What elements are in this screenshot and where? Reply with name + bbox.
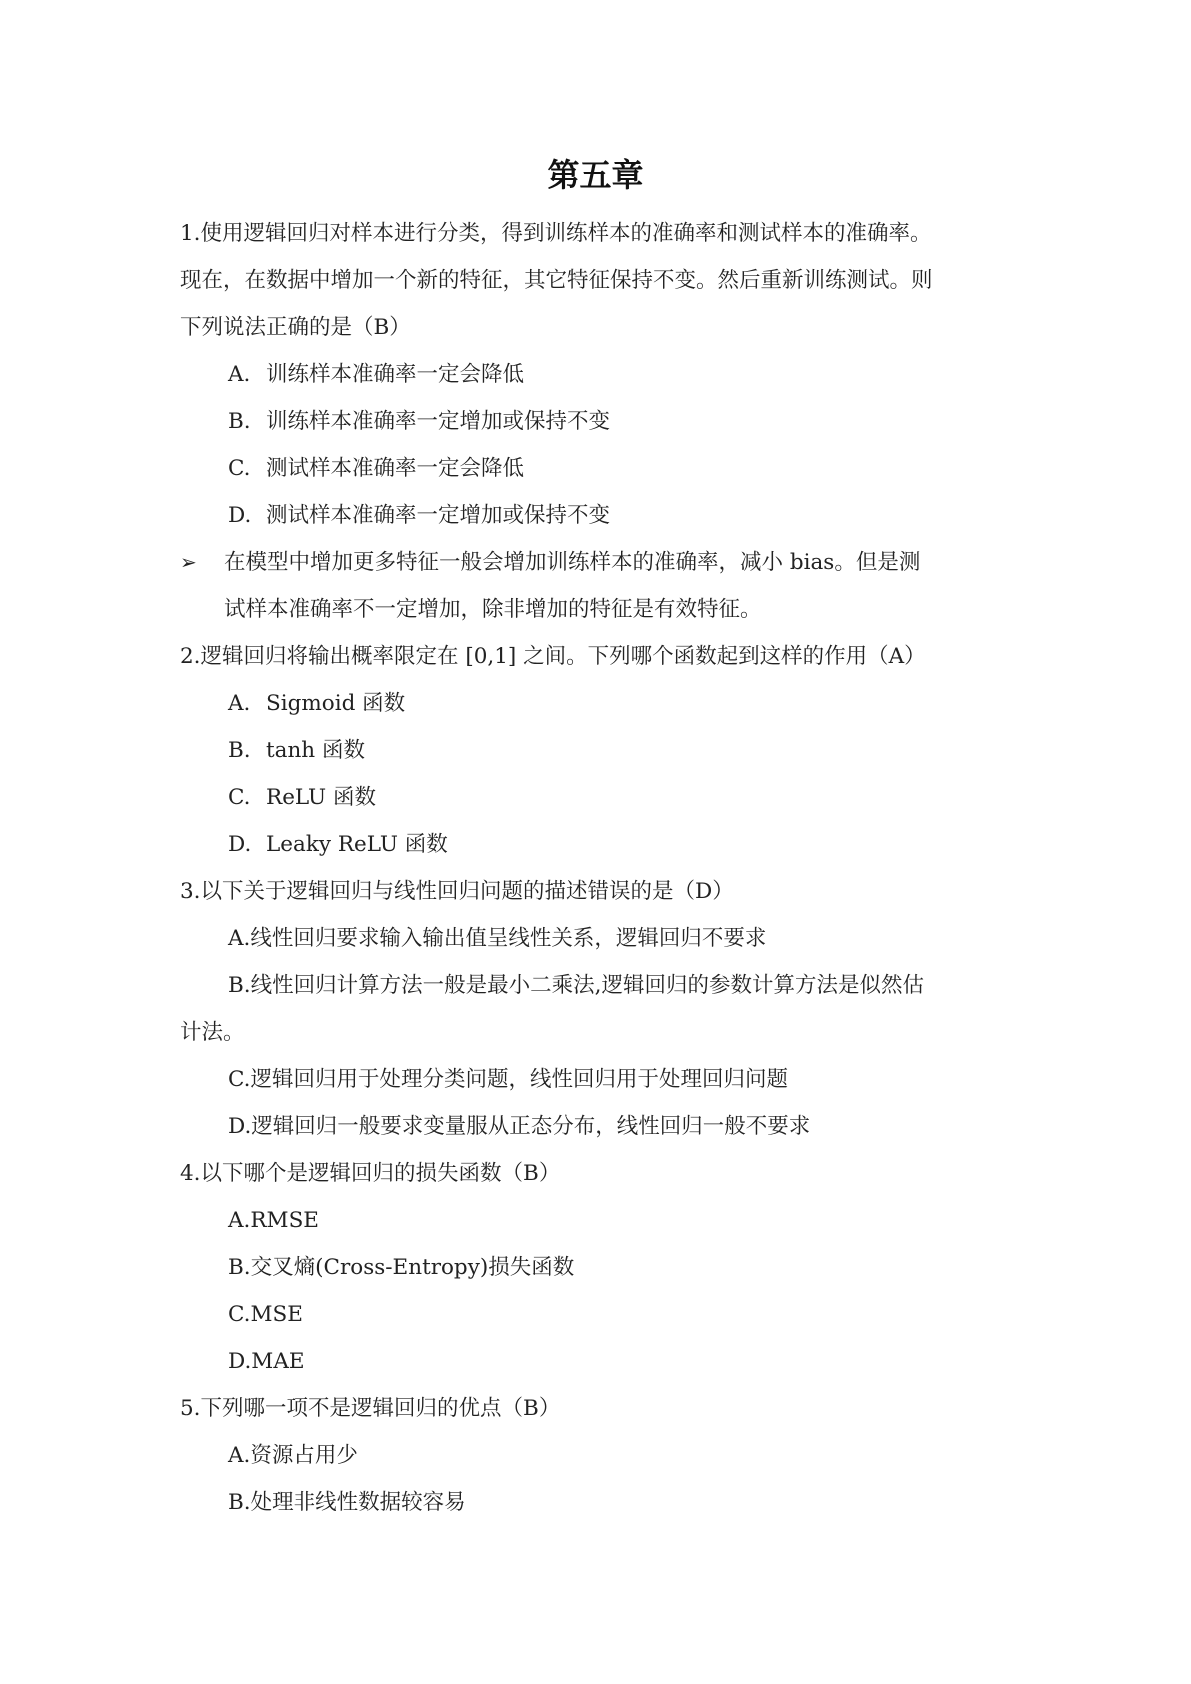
question-3-option-b-line-2: 计法。 — [180, 1020, 245, 1045]
question-5-text: 5.下列哪一项不是逻辑回归的优点（B） — [180, 1396, 561, 1421]
question-4-option-a: A.RMSE — [228, 1208, 319, 1233]
question-1-text-line-1: 1.使用逻辑回归对样本进行分类，得到训练样本的准确率和测试样本的准确率。 — [180, 221, 932, 246]
option-text: 训练样本准确率一定增加或保持不变 — [266, 409, 611, 434]
question-1-text-line-2: 现在，在数据中增加一个新的特征，其它特征保持不变。然后重新训练测试。则 — [180, 268, 933, 293]
question-1-option-b — [180, 398, 1015, 445]
option-text: 测试样本准确率一定增加或保持不变 — [266, 503, 611, 528]
option-text: 测试样本准确率一定会降低 — [266, 456, 525, 481]
question-1-option-a — [180, 351, 1015, 398]
question-3-option-b-line-1: B.线性回归计算方法一般是最小二乘法,逻辑回归的参数计算方法是似然估 — [228, 973, 924, 998]
option-text: ReLU 函数 — [266, 785, 376, 810]
option-letter: A. — [228, 691, 251, 716]
question-4-option-b: B.交叉熵(Cross-Entropy)损失函数 — [228, 1255, 575, 1280]
question-1-option-c — [180, 445, 1015, 492]
option-text: tanh 函数 — [266, 738, 365, 763]
question-3-option-c: C.逻辑回归用于处理分类问题，线性回归用于处理回归问题 — [228, 1067, 789, 1092]
arrow-bullet-icon: ➢ — [180, 550, 197, 574]
question-2-option-b — [180, 727, 1015, 774]
option-text: Leaky ReLU 函数 — [266, 832, 448, 857]
question-3-text: 3.以下关于逻辑回归与线性回归问题的描述错误的是（D） — [180, 879, 734, 904]
question-2-option-c — [180, 774, 1015, 821]
option-letter: D. — [228, 832, 252, 857]
question-1-text-line-3: 下列说法正确的是（B） — [180, 315, 411, 340]
question-2-text: 2.逻辑回归将输出概率限定在 [0,1] 之间。下列哪个函数起到这样的作用（A） — [180, 644, 926, 669]
question-3 — [180, 868, 1015, 1150]
question-4 — [180, 1150, 1015, 1385]
question-5 — [180, 1385, 1015, 1526]
question-5-option-b: B.处理非线性数据较容易 — [228, 1490, 466, 1515]
option-letter: B. — [228, 409, 251, 434]
question-3-option-a: A.线性回归要求输入输出值呈线性关系，逻辑回归不要求 — [228, 926, 767, 951]
option-letter: C. — [228, 456, 251, 481]
question-3-option-d: D.逻辑回归一般要求变量服从正态分布，线性回归一般不要求 — [228, 1114, 811, 1139]
option-letter: A. — [228, 362, 251, 387]
question-2 — [180, 633, 1015, 868]
chapter-title: 第五章 — [547, 156, 644, 194]
question-4-option-c: C.MSE — [228, 1302, 303, 1327]
question-5-option-a: A.资源占用少 — [228, 1443, 358, 1468]
option-text: Sigmoid 函数 — [266, 691, 406, 716]
question-2-option-a — [180, 680, 1015, 727]
option-text: 训练样本准确率一定会降低 — [266, 362, 525, 387]
document-body — [180, 210, 1015, 1526]
option-letter: C. — [228, 785, 251, 810]
question-1-explanation-line-1 — [180, 539, 1015, 586]
explanation-text: 在模型中增加更多特征一般会增加训练样本的准确率，减小 bias。但是测 — [224, 550, 921, 575]
option-letter: B. — [228, 738, 251, 763]
question-2-option-d — [180, 821, 1015, 868]
question-1-explanation-line-2: 试样本准确率不一定增加，除非增加的特征是有效特征。 — [224, 597, 762, 622]
question-1-option-d — [180, 492, 1015, 539]
question-4-option-d: D.MAE — [228, 1349, 305, 1374]
option-letter: D. — [228, 503, 252, 528]
question-4-text: 4.以下哪个是逻辑回归的损失函数（B） — [180, 1161, 561, 1186]
question-1 — [180, 210, 1015, 633]
